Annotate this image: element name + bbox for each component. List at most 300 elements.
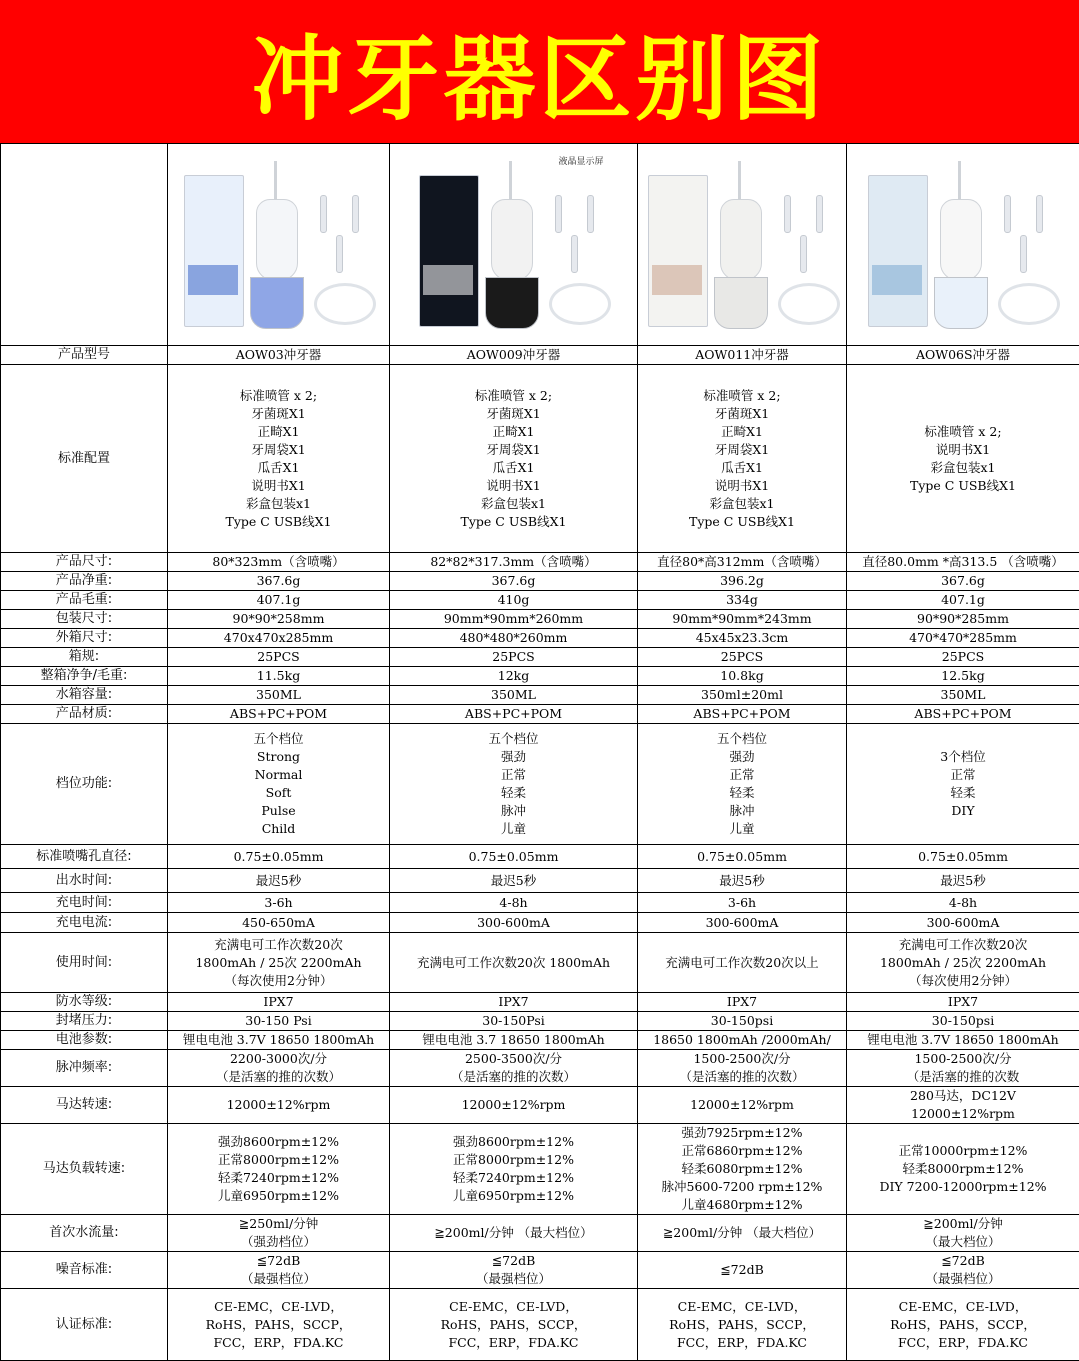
accessory-tip	[1020, 235, 1027, 273]
cell-carton-size-3	[638, 629, 847, 648]
cell-carton-qty-2	[390, 648, 638, 667]
cell-noise-1	[168, 1252, 390, 1289]
cell-first-flow-4	[847, 1215, 1079, 1252]
row-label: 产品型号	[1, 346, 168, 365]
cell-text: 五个档位 Strong Normal Soft Pulse Child	[168, 730, 389, 838]
cell-charge-current-2	[390, 913, 638, 933]
cell-first-flow-1	[168, 1215, 390, 1252]
cell-package-size-4	[847, 610, 1079, 629]
row-motor-speed	[1, 1087, 1079, 1124]
cell-carton-weight-1	[168, 667, 390, 686]
cell-text: 五个档位 强劲 正常 轻柔 脉冲 儿童	[638, 730, 846, 838]
cell-carton-weight-3	[638, 667, 847, 686]
cell-text: 90*90*285mm	[847, 610, 1079, 628]
water-tank	[250, 277, 304, 329]
product-illustration	[858, 155, 1068, 335]
cell-text: 锂电电池 3.7V 18650 1800mAh	[168, 1031, 389, 1049]
cell-usage-time-4	[847, 933, 1079, 993]
cell-text: 30-150psi	[847, 1012, 1079, 1030]
row-nozzle-diameter	[1, 845, 1079, 869]
row-charge-current	[1, 913, 1079, 933]
cell-text: 12000±12%rpm	[168, 1096, 389, 1114]
cell-gross-weight-3	[638, 591, 847, 610]
cell-text: 最迟5秒	[168, 872, 389, 890]
cell-package-size-1	[168, 610, 390, 629]
cell-carton-weight-4	[847, 667, 1079, 686]
row-label: 封堵压力:	[1, 1012, 168, 1031]
box-stripe	[188, 265, 238, 295]
cell-text: 367.6g	[847, 572, 1079, 590]
cell-text: 470*470*285mm	[847, 629, 1079, 647]
image-row-label	[1, 144, 168, 346]
cell-motor-speed-3	[638, 1087, 847, 1124]
cell-text: 80*323mm（含喷嘴）	[168, 553, 389, 571]
cell-charge-time-1	[168, 893, 390, 913]
gift-box	[868, 175, 928, 327]
product-image-4	[847, 144, 1079, 346]
cell-text: 90mm*90mm*243mm	[638, 610, 846, 628]
gift-box	[184, 175, 244, 327]
water-tank	[485, 277, 539, 329]
cell-product-size-4	[847, 553, 1079, 572]
cell-text: 90mm*90mm*260mm	[390, 610, 637, 628]
box-stripe	[652, 265, 702, 295]
product-image-2	[390, 144, 638, 346]
cell-text: 2500-3500次/分 （是活塞的推的次数）	[390, 1050, 637, 1086]
display-callout-label: 液晶显示屏	[559, 157, 604, 167]
nozzle	[958, 161, 961, 201]
cell-motor-speed-4	[847, 1087, 1079, 1124]
cell-text: ≦72dB	[638, 1261, 846, 1279]
cell-text: 25PCS	[390, 648, 637, 666]
cell-text: 407.1g	[847, 591, 1079, 609]
row-label: 使用时间:	[1, 933, 168, 993]
row-label: 电池参数:	[1, 1031, 168, 1050]
usb-cable	[314, 283, 376, 325]
row-package-size	[1, 610, 1079, 629]
row-first-flow	[1, 1215, 1079, 1252]
accessory-tip	[1036, 195, 1043, 233]
cell-text: 最迟5秒	[638, 872, 846, 890]
cell-gross-weight-2	[390, 591, 638, 610]
cell-motor-speed-2	[390, 1087, 638, 1124]
cell-text: 350ml±20ml	[638, 686, 846, 704]
row-label: 产品毛重:	[1, 591, 168, 610]
cell-model-2	[390, 346, 638, 365]
irrigator-body	[256, 199, 298, 281]
cell-nozzle-diameter-2	[390, 845, 638, 869]
cell-text: 12.5kg	[847, 667, 1079, 685]
row-label: 外箱尺寸:	[1, 629, 168, 648]
cell-first-flow-2	[390, 1215, 638, 1252]
usb-cable	[998, 283, 1060, 325]
cell-text: 300-600mA	[847, 914, 1079, 932]
cell-text: 300-600mA	[390, 914, 637, 932]
row-label: 箱规:	[1, 648, 168, 667]
accessory-tip	[320, 195, 327, 233]
cell-text: ≦72dB （最强档位）	[847, 1252, 1079, 1288]
cell-net-weight-1	[168, 572, 390, 591]
row-label: 档位功能:	[1, 724, 168, 845]
row-carton-qty	[1, 648, 1079, 667]
cell-usage-time-1	[168, 933, 390, 993]
title-banner	[0, 0, 1079, 143]
cell-text: 480*480*260mm	[390, 629, 637, 647]
water-tank	[714, 277, 768, 329]
cell-text: 标准喷管 x 2; 牙菌斑X1 正畸X1 牙周袋X1 瓜舌X1 说明书X1 彩盒包装x1 Type C USB线X1	[638, 387, 846, 531]
cell-motor-load-speed-3	[638, 1124, 847, 1215]
cell-modes-2	[390, 724, 638, 845]
usb-cable	[778, 283, 840, 325]
nozzle	[274, 161, 277, 201]
cell-text: 407.1g	[168, 591, 389, 609]
nozzle	[509, 161, 512, 201]
row-carton-weight	[1, 667, 1079, 686]
cell-first-flow-3	[638, 1215, 847, 1252]
row-certification	[1, 1289, 1079, 1361]
accessory-tip	[587, 195, 594, 233]
cell-text: 12000±12%rpm	[390, 1096, 637, 1114]
cell-text: 367.6g	[390, 572, 637, 590]
row-tank-capacity	[1, 686, 1079, 705]
product-illustration	[174, 155, 384, 335]
row-battery	[1, 1031, 1079, 1050]
row-gross-weight	[1, 591, 1079, 610]
cell-tank-capacity-2	[390, 686, 638, 705]
accessory-tip	[336, 235, 343, 273]
cell-text: 4-8h	[390, 894, 637, 912]
image-row	[1, 144, 1079, 346]
cell-text: AOW03冲牙器	[168, 346, 389, 364]
cell-text: 1500-2500次/分 （是活塞的推的次数	[847, 1050, 1079, 1086]
cell-text: 30-150Psi	[390, 1012, 637, 1030]
row-noise	[1, 1252, 1079, 1289]
cell-pressure-4	[847, 1012, 1079, 1031]
cell-text: 0.75±0.05mm	[638, 848, 846, 866]
row-label: 充电时间:	[1, 893, 168, 913]
cell-text: 强劲7925rpm±12% 正常6860rpm±12% 轻柔6080rpm±12% 脉冲5600-7200 rpm±12% 儿童4680rpm±12%	[638, 1124, 846, 1214]
nozzle	[738, 161, 741, 201]
cell-net-weight-3	[638, 572, 847, 591]
cell-text: 标准喷管 x 2; 说明书X1 彩盒包装x1 Type C USB线X1	[847, 423, 1079, 495]
cell-certification-4	[847, 1289, 1079, 1361]
cell-noise-3	[638, 1252, 847, 1289]
cell-carton-size-1	[168, 629, 390, 648]
cell-gross-weight-1	[168, 591, 390, 610]
accessory-tip	[816, 195, 823, 233]
row-label: 充电电流:	[1, 913, 168, 933]
cell-carton-weight-2	[390, 667, 638, 686]
cell-text: ABS+PC+POM	[168, 705, 389, 723]
cell-text: 充满电可工作次数20次 1800mAh / 25次 2200mAh （每次使用2分钟）	[847, 936, 1079, 990]
cell-text: 0.75±0.05mm	[390, 848, 637, 866]
row-carton-size	[1, 629, 1079, 648]
cell-pressure-2	[390, 1012, 638, 1031]
cell-text: 18650 1800mAh /2000mAh/	[638, 1031, 846, 1049]
cell-text: AOW06S冲牙器	[847, 346, 1079, 364]
cell-configuration-2	[390, 365, 638, 553]
cell-text: 25PCS	[168, 648, 389, 666]
gift-box	[648, 175, 708, 327]
cell-text: IPX7	[390, 993, 637, 1011]
cell-charge-current-4	[847, 913, 1079, 933]
row-label: 整箱净争/毛重:	[1, 667, 168, 686]
cell-text: 350ML	[847, 686, 1079, 704]
irrigator-body	[491, 199, 533, 281]
cell-nozzle-diameter-4	[847, 845, 1079, 869]
row-label: 产品材质:	[1, 705, 168, 724]
row-waterproof	[1, 993, 1079, 1012]
cell-text: 最迟5秒	[390, 872, 637, 890]
cell-charge-time-3	[638, 893, 847, 913]
accessory-tip	[555, 195, 562, 233]
accessory-tip	[352, 195, 359, 233]
usb-cable	[549, 283, 611, 325]
cell-water-out-time-4	[847, 869, 1079, 893]
cell-text: 锂电电池 3.7V 18650 1800mAh	[847, 1031, 1079, 1049]
cell-tank-capacity-3	[638, 686, 847, 705]
product-image-3	[638, 144, 847, 346]
cell-text: 强劲8600rpm±12% 正常8000rpm±12% 轻柔7240rpm±12% 儿童6950rpm±12%	[390, 1133, 637, 1205]
row-label: 包装尺寸:	[1, 610, 168, 629]
cell-carton-qty-4	[847, 648, 1079, 667]
cell-pulse-frequency-3	[638, 1050, 847, 1087]
cell-configuration-3	[638, 365, 847, 553]
cell-tank-capacity-4	[847, 686, 1079, 705]
cell-text: 12000±12%rpm	[638, 1096, 846, 1114]
cell-text: 350ML	[168, 686, 389, 704]
cell-pulse-frequency-2	[390, 1050, 638, 1087]
cell-text: 强劲8600rpm±12% 正常8000rpm±12% 轻柔7240rpm±12% 儿童6950rpm±12%	[168, 1133, 389, 1205]
cell-modes-1	[168, 724, 390, 845]
cell-motor-load-speed-1	[168, 1124, 390, 1215]
cell-text: 0.75±0.05mm	[168, 848, 389, 866]
cell-tank-capacity-1	[168, 686, 390, 705]
row-label: 水箱容量:	[1, 686, 168, 705]
cell-water-out-time-1	[168, 869, 390, 893]
cell-charge-current-1	[168, 913, 390, 933]
cell-waterproof-4	[847, 993, 1079, 1012]
cell-text: 367.6g	[168, 572, 389, 590]
cell-text: CE-EMC，CE-LVD， RoHS，PAHS，SCCP， FCC，ERP，FDA.KC	[390, 1298, 637, 1352]
cell-text: 410g	[390, 591, 637, 609]
cell-pulse-frequency-4	[847, 1050, 1079, 1087]
gift-box	[419, 175, 479, 327]
box-stripe	[423, 265, 473, 295]
product-image-1	[168, 144, 390, 346]
row-label: 脉冲频率:	[1, 1050, 168, 1087]
cell-nozzle-diameter-3	[638, 845, 847, 869]
cell-gross-weight-4	[847, 591, 1079, 610]
cell-waterproof-2	[390, 993, 638, 1012]
cell-motor-load-speed-4	[847, 1124, 1079, 1215]
cell-material-1	[168, 705, 390, 724]
product-illustration	[638, 155, 847, 335]
cell-certification-3	[638, 1289, 847, 1361]
cell-package-size-2	[390, 610, 638, 629]
cell-waterproof-3	[638, 993, 847, 1012]
cell-material-3	[638, 705, 847, 724]
cell-net-weight-2	[390, 572, 638, 591]
cell-text: ≧200ml/分钟 （最大档位）	[390, 1224, 637, 1242]
cell-text: 25PCS	[638, 648, 846, 666]
accessory-tip	[1004, 195, 1011, 233]
irrigator-body	[940, 199, 982, 281]
cell-text: 90*90*258mm	[168, 610, 389, 628]
row-label: 马达转速:	[1, 1087, 168, 1124]
cell-text: ABS+PC+POM	[638, 705, 846, 723]
row-material	[1, 705, 1079, 724]
cell-text: 3-6h	[638, 894, 846, 912]
cell-waterproof-1	[168, 993, 390, 1012]
cell-text: 10.8kg	[638, 667, 846, 685]
cell-text: ≧200ml/分钟 （最大档位）	[638, 1224, 846, 1242]
cell-text: 450-650mA	[168, 914, 389, 932]
cell-text: 1500-2500次/分 （是活塞的推的次数）	[638, 1050, 846, 1086]
cell-text: 标准喷管 x 2; 牙菌斑X1 正畸X1 牙周袋X1 瓜舌X1 说明书X1 彩盒包装x1 Type C USB线X1	[168, 387, 389, 531]
row-pulse-frequency	[1, 1050, 1079, 1087]
cell-text: 锂电电池 3.7 18650 1800mAh	[390, 1031, 637, 1049]
row-motor-load-speed	[1, 1124, 1079, 1215]
cell-model-4	[847, 346, 1079, 365]
cell-carton-size-4	[847, 629, 1079, 648]
cell-text: 470x470x285mm	[168, 629, 389, 647]
cell-pulse-frequency-1	[168, 1050, 390, 1087]
cell-product-size-2	[390, 553, 638, 572]
cell-text: CE-EMC，CE-LVD， RoHS，PAHS，SCCP， FCC，ERP，FDA.KC	[847, 1298, 1079, 1352]
cell-text: 2200-3000次/分 （是活塞的推的次数）	[168, 1050, 389, 1086]
row-label: 标准配置	[1, 365, 168, 553]
cell-text: AOW009冲牙器	[390, 346, 637, 364]
cell-certification-2	[390, 1289, 638, 1361]
cell-net-weight-4	[847, 572, 1079, 591]
row-label: 产品尺寸:	[1, 553, 168, 572]
cell-text: 350ML	[390, 686, 637, 704]
row-label: 出水时间:	[1, 869, 168, 893]
row-product-size	[1, 553, 1079, 572]
cell-text: 30-150 Psi	[168, 1012, 389, 1030]
row-label: 认证标准:	[1, 1289, 168, 1361]
product-illustration	[409, 155, 619, 335]
cell-modes-4	[847, 724, 1079, 845]
cell-configuration-4	[847, 365, 1079, 553]
cell-motor-load-speed-2	[390, 1124, 638, 1215]
cell-text: 396.2g	[638, 572, 846, 590]
cell-carton-qty-3	[638, 648, 847, 667]
row-label: 标准喷嘴孔直径:	[1, 845, 168, 869]
cell-text: ABS+PC+POM	[847, 705, 1079, 723]
cell-text: ≦72dB （最强档位）	[390, 1252, 637, 1288]
page-title: 冲牙器区别图	[251, 6, 827, 138]
cell-battery-3	[638, 1031, 847, 1050]
row-net-weight	[1, 572, 1079, 591]
row-configuration	[1, 365, 1079, 553]
cell-model-3	[638, 346, 847, 365]
cell-battery-2	[390, 1031, 638, 1050]
cell-battery-1	[168, 1031, 390, 1050]
cell-text: 充满电可工作次数20次 1800mAh / 25次 2200mAh （每次使用2分钟）	[168, 936, 389, 990]
cell-text: 标准喷管 x 2; 牙菌斑X1 正畸X1 牙周袋X1 瓜舌X1 说明书X1 彩盒包装x1 Type C USB线X1	[390, 387, 637, 531]
cell-text: CE-EMC，CE-LVD， RoHS，PAHS，SCCP， FCC，ERP，FDA.KC	[638, 1298, 846, 1352]
row-label: 防水等级:	[1, 993, 168, 1012]
cell-text: 12kg	[390, 667, 637, 685]
water-tank	[934, 277, 988, 329]
cell-text: 充满电可工作次数20次 1800mAh	[390, 954, 637, 972]
row-usage-time	[1, 933, 1079, 993]
row-water-out-time	[1, 869, 1079, 893]
cell-noise-2	[390, 1252, 638, 1289]
cell-usage-time-2	[390, 933, 638, 993]
cell-usage-time-3	[638, 933, 847, 993]
cell-text: ABS+PC+POM	[390, 705, 637, 723]
cell-text: 280马达，DC12V 12000±12%rpm	[847, 1087, 1079, 1123]
accessory-tip	[571, 235, 578, 273]
cell-carton-qty-1	[168, 648, 390, 667]
cell-motor-speed-1	[168, 1087, 390, 1124]
cell-text: 正常10000rpm±12% 轻柔8000rpm±12% DIY 7200-12000rpm±12%	[847, 1142, 1079, 1196]
box-stripe	[872, 265, 922, 295]
cell-text: 4-8h	[847, 894, 1079, 912]
row-model	[1, 346, 1079, 365]
row-label: 马达负载转速:	[1, 1124, 168, 1215]
cell-package-size-3	[638, 610, 847, 629]
cell-text: 334g	[638, 591, 846, 609]
row-pressure	[1, 1012, 1079, 1031]
row-label: 噪音标准:	[1, 1252, 168, 1289]
cell-text: 3个档位 正常 轻柔 DIY	[847, 748, 1079, 820]
cell-text: AOW011冲牙器	[638, 346, 846, 364]
cell-text: IPX7	[847, 993, 1079, 1011]
cell-text: 300-600mA	[638, 914, 846, 932]
cell-model-1	[168, 346, 390, 365]
cell-text: ≧200ml/分钟 （最大档位）	[847, 1215, 1079, 1251]
cell-text: 0.75±0.05mm	[847, 848, 1079, 866]
cell-material-4	[847, 705, 1079, 724]
cell-pressure-3	[638, 1012, 847, 1031]
cell-text: IPX7	[638, 993, 846, 1011]
cell-text: 直径80*高312mm（含喷嘴）	[638, 553, 846, 571]
cell-charge-time-4	[847, 893, 1079, 913]
cell-charge-time-2	[390, 893, 638, 913]
cell-product-size-1	[168, 553, 390, 572]
cell-pressure-1	[168, 1012, 390, 1031]
irrigator-body	[720, 199, 762, 281]
cell-text: 25PCS	[847, 648, 1079, 666]
cell-configuration-1	[168, 365, 390, 553]
cell-text: 45x45x23.3cm	[638, 629, 846, 647]
cell-text: 82*82*317.3mm（含喷嘴）	[390, 553, 637, 571]
row-modes	[1, 724, 1079, 845]
cell-text: IPX7	[168, 993, 389, 1011]
cell-text: ≦72dB （最强档位）	[168, 1252, 389, 1288]
cell-text: CE-EMC，CE-LVD， RoHS，PAHS，SCCP， FCC，ERP，FDA.KC	[168, 1298, 389, 1352]
accessory-tip	[784, 195, 791, 233]
row-label: 产品净重:	[1, 572, 168, 591]
comparison-table	[0, 143, 1079, 1361]
cell-charge-current-3	[638, 913, 847, 933]
cell-modes-3	[638, 724, 847, 845]
cell-nozzle-diameter-1	[168, 845, 390, 869]
cell-text: 直径80.0mm *高313.5 （含喷嘴）	[847, 553, 1079, 571]
row-label: 首次水流量:	[1, 1215, 168, 1252]
cell-certification-1	[168, 1289, 390, 1361]
row-charge-time	[1, 893, 1079, 913]
cell-material-2	[390, 705, 638, 724]
cell-battery-4	[847, 1031, 1079, 1050]
cell-product-size-3	[638, 553, 847, 572]
cell-text: 3-6h	[168, 894, 389, 912]
cell-water-out-time-3	[638, 869, 847, 893]
